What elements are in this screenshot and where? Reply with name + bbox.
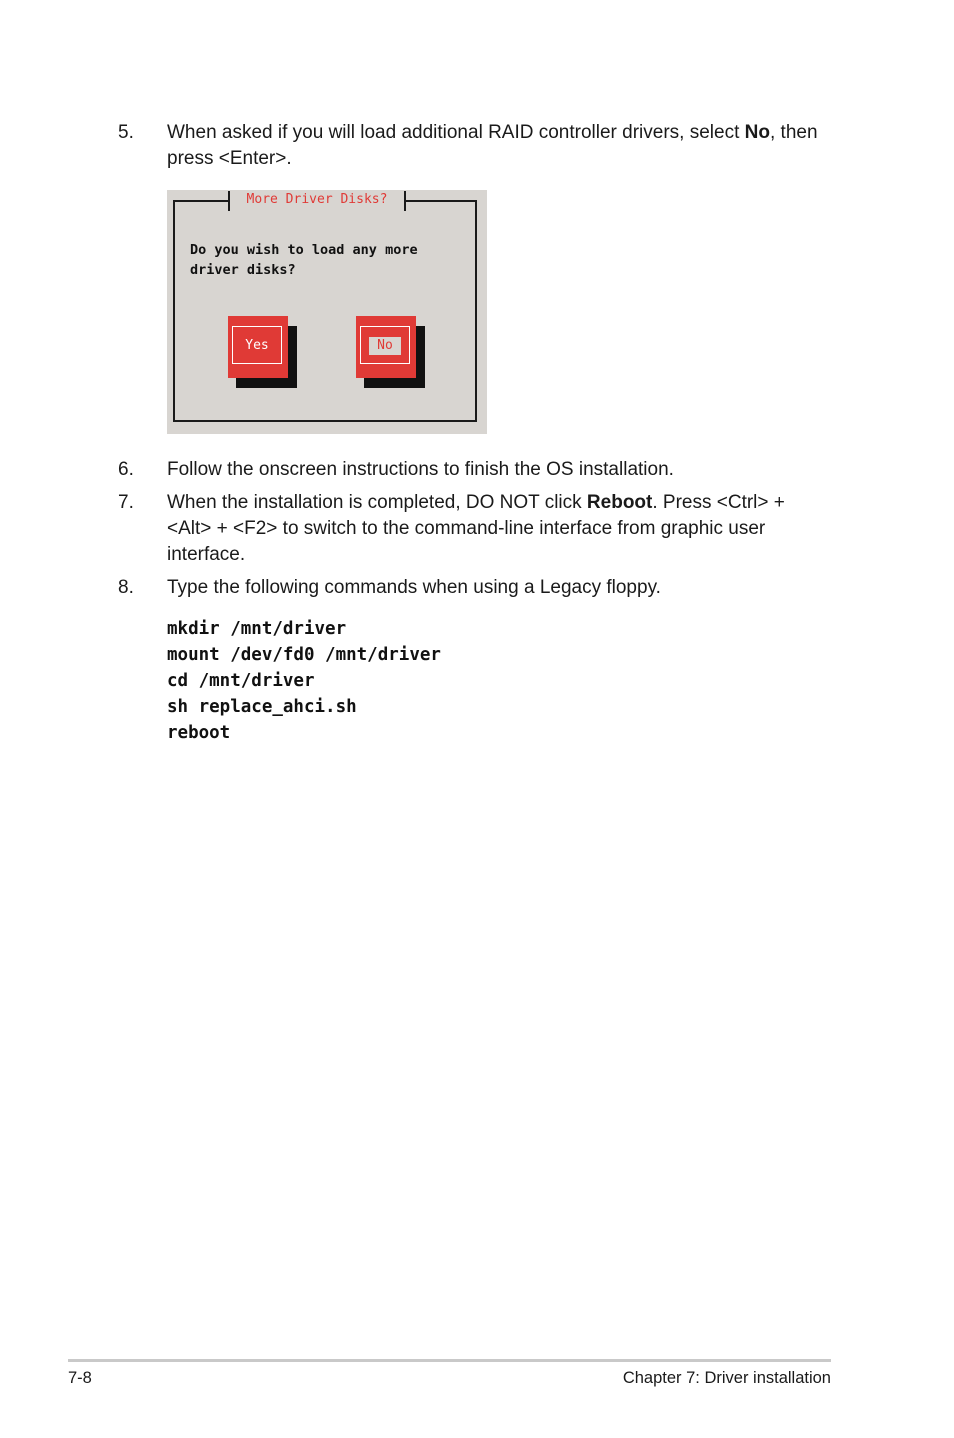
- command-line: sh replace_ahci.sh: [167, 697, 357, 717]
- yes-button-label: Yes: [245, 338, 269, 353]
- dialog-message: Do you wish to load any more driver disks?: [190, 242, 418, 278]
- no-button[interactable]: [356, 316, 416, 378]
- command-block: [167, 616, 441, 746]
- step-text: When the installation is completed, DO NOT click Reboot. Press <Ctrl> + <Alt> + <F2> to switch to the command-line interface from graphic user interface.: [167, 492, 785, 565]
- footer-divider: [68, 1359, 831, 1362]
- command-line: cd /mnt/driver: [167, 671, 315, 691]
- yes-button[interactable]: [228, 316, 288, 378]
- dialog-title: More Driver Disks?: [228, 191, 406, 211]
- step-text: Follow the onscreen instructions to finish the OS installation.: [167, 459, 674, 480]
- page-number: 7-8: [68, 1369, 92, 1387]
- step-text: Type the following commands when using a Legacy floppy.: [167, 577, 661, 598]
- step-number: 6.: [118, 459, 134, 480]
- command-line: mount /dev/fd0 /mnt/driver: [167, 645, 441, 665]
- driver-disks-dialog-screenshot: [167, 190, 487, 434]
- step-number: 5.: [118, 122, 134, 143]
- step-number: 8.: [118, 577, 134, 598]
- command-line: reboot: [167, 723, 231, 743]
- dialog-frame: [173, 200, 477, 422]
- step-text: When asked if you will load additional RAID controller drivers, select No, then press <Enter>.: [167, 122, 818, 169]
- no-button-wrap: [356, 316, 426, 388]
- command-line: mkdir /mnt/driver: [167, 619, 347, 639]
- yes-button-wrap: [228, 316, 298, 388]
- step-number: 7.: [118, 492, 134, 513]
- chapter-title: Chapter 7: Driver installation: [622, 1369, 831, 1387]
- no-button-label: No: [369, 337, 401, 355]
